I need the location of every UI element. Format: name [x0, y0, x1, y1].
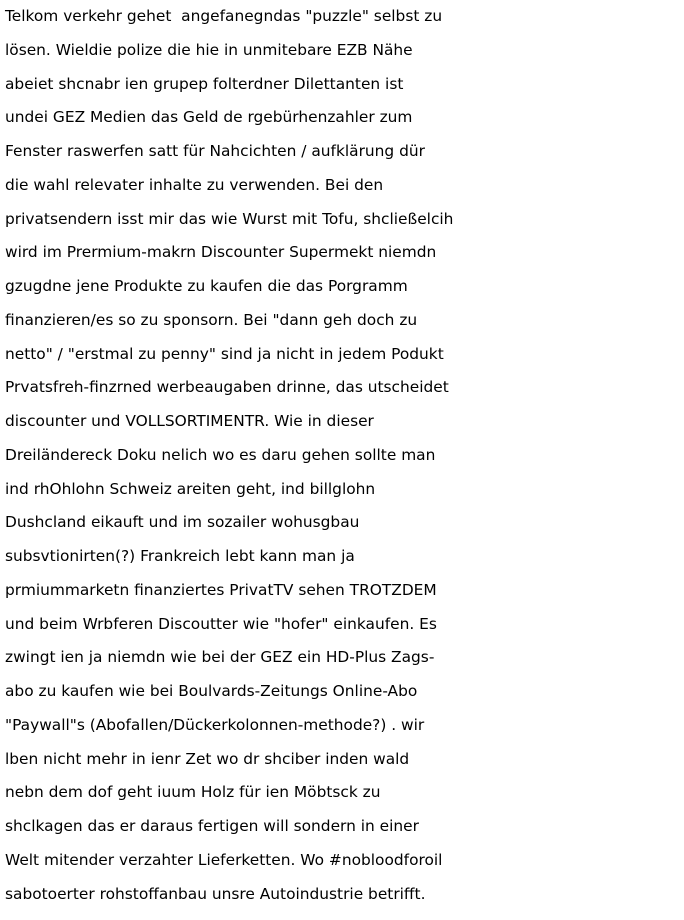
text-line: abeiet shcnabr ien grupep folterdner Dilettanten ist	[5, 74, 404, 93]
text-line: Dreiländereck Doku nelich wo es daru gehen sollte man	[5, 445, 436, 464]
document-paragraph	[5, 0, 684, 911]
text-line: subsvtionirten(?) Frankreich lebt kann man ja	[5, 547, 355, 565]
text-line: Prvatsfreh-finzrned werbeaugaben drinne, das utscheidet	[5, 378, 449, 397]
text-line: und beim Wrbferen Discoutter wie "hofer" einkaufen. Es	[5, 614, 437, 633]
text-line: wird im Prermium-makrn Discounter Supermekt niemdn	[5, 243, 437, 262]
text-line: abo zu kaufen wie bei Boulvards-Zeitungs Online-Abo	[5, 682, 418, 700]
text-line: Welt mitender verzahter Lieferketten. Wo #nobloodforoil	[5, 850, 443, 869]
text-line: Telkom verkehr gehet angefanegndas "puzzle" selbst zu	[5, 7, 443, 25]
text-line: discounter und VOLLSORTIMENTR. Wie in dieser	[5, 412, 374, 430]
text-line: sabotoerter rohstoffanbau unsre Autoindustrie betrifft.	[5, 884, 426, 903]
text-line: shclkagen das er daraus fertigen will sondern in einer	[5, 817, 419, 835]
text-line: gzugdne jene Produkte zu kaufen die das Porgramm	[5, 277, 408, 295]
text-line: zwingt ien ja niemdn wie bei der GEZ ein HD-Plus Zags-	[5, 648, 435, 667]
text-line: netto" / "erstmal zu penny" sind ja nicht in jedem Podukt	[5, 344, 444, 363]
text-line: Fenster raswerfen satt für Nahcichten / aufklärung dür	[5, 142, 425, 160]
text-line: nebn dem dof geht iuum Holz für ien Möbtsck zu	[5, 783, 381, 802]
text-line: Dushcland eikauft und im sozailer wohusgbau	[5, 513, 360, 532]
text-line: die wahl relevater inhalte zu verwenden. Bei den	[5, 175, 384, 194]
text-line: finanzieren/es so zu sponsorn. Bei "dann geh doch zu	[5, 310, 418, 329]
text-line: ind rhOhlohn Schweiz areiten geht, ind billglohn	[5, 479, 376, 498]
text-line: prmiummarketn finanziertes PrivatTV sehen TROTZDEM	[5, 580, 437, 599]
text-line: privatsendern isst mir das wie Wurst mit Tofu, shcließelcih	[5, 209, 454, 228]
text-line: undei GEZ Medien das Geld de rgebürhenzahler zum	[5, 108, 413, 127]
text-line: lben nicht mehr in ienr Zet wo dr shciber inden wald	[5, 749, 410, 768]
text-line: lösen. Wieldie polize die hie in unmitebare EZB Nähe	[5, 40, 413, 59]
text-line: "Paywall"s (Abofallen/Dückerkolonnen-methode?) . wir	[5, 715, 425, 734]
